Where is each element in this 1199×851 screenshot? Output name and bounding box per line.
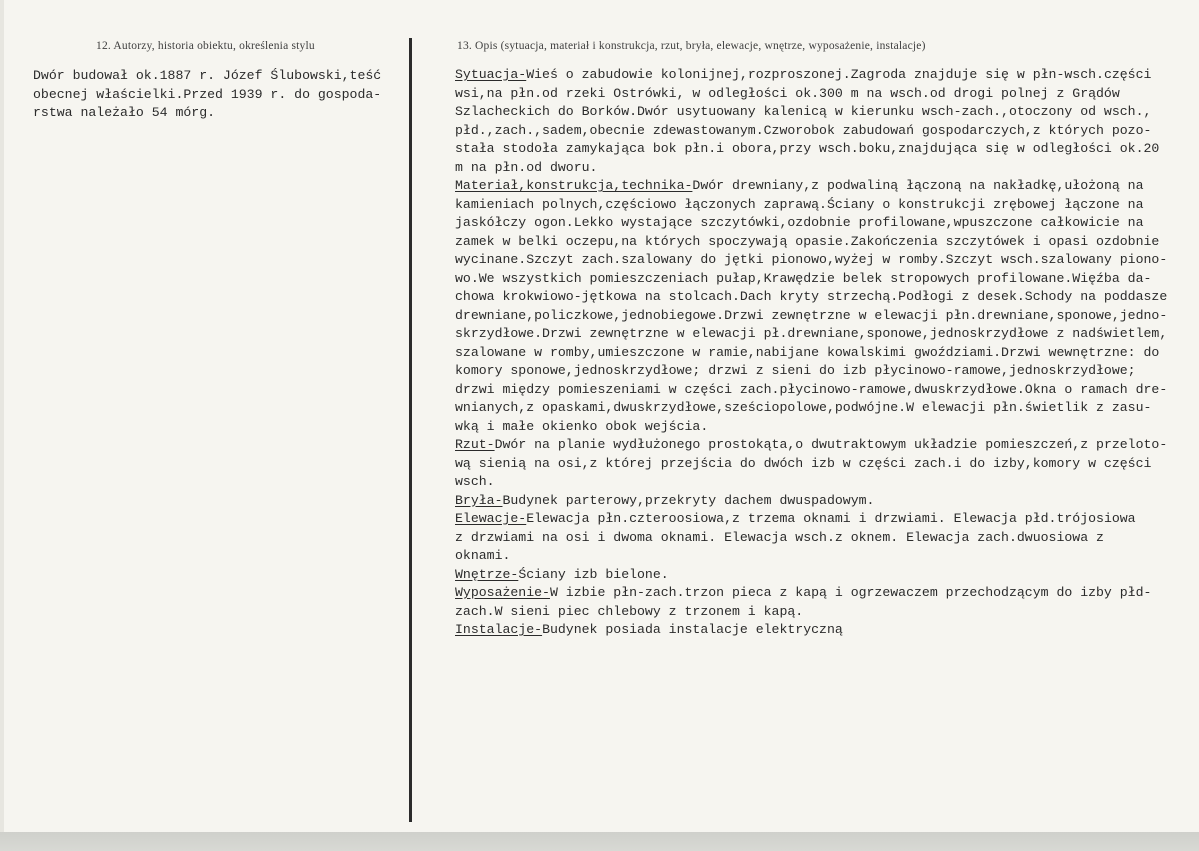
description-text — [455, 66, 1167, 640]
description-line — [455, 436, 1167, 455]
description-text-run: Dwór na planie wydłużonego prostokąta,o dwutraktowym układzie pomieszczeń,z przeloto- — [494, 437, 1168, 452]
section-label: Rzut- — [455, 437, 495, 452]
history-line: obecnej właścielki.Przed 1939 r. do gospoda- — [33, 86, 382, 102]
description-text-run: wsch. — [455, 474, 495, 489]
history-line: rstwa należało 54 mórg. — [33, 105, 216, 120]
description-line — [455, 307, 1167, 326]
section-label: Bryła- — [455, 492, 503, 508]
history-text — [33, 67, 381, 123]
description-text-run: zach.W sieni piec chlebowy z trzonem i kapą. — [455, 603, 804, 619]
scan-background — [0, 832, 1199, 851]
description-text-run: drzwi między pomieszeniami w części zach.płycinowo-ramowe,dwuskrzydłowe.Okna o ramach dre- — [455, 381, 1168, 397]
description-text-run: wsi,na płn.od rzeki Ostrówki, w odległości ok.300 m na wsch.od drogi polnej z Grądów — [455, 85, 1120, 101]
description-line — [455, 418, 1167, 437]
description-line — [455, 233, 1167, 252]
section-label: Materiał,konstrukcja,technika- — [455, 178, 693, 193]
description-text-run: skrzydłowe.Drzwi zewnętrzne w elewacji pł.drewniane,sponowe,jednoskrzydłowe z nadświetlem, — [455, 326, 1168, 341]
scan-edge — [0, 0, 4, 832]
description-text-run: wo.We wszystkich pomieszczeniach pułap,Krawędzie belek stropowych profilowane.Więźba da- — [455, 270, 1152, 286]
description-text-run: m na płn.od dworu. — [455, 159, 598, 175]
description-line — [455, 381, 1167, 400]
description-text-run: wką i małe okienko obok wejścia. — [455, 418, 709, 434]
description-line — [455, 177, 1167, 196]
description-line — [455, 214, 1167, 233]
description-line — [455, 344, 1167, 363]
description-line — [455, 566, 1167, 585]
description-line — [455, 66, 1167, 85]
description-text-run: Elewacja płn.czteroosiowa,z trzema oknami i drzwiami. Elewacja płd.trójosiowa — [526, 511, 1136, 526]
section-label: Wnętrze- — [455, 566, 519, 582]
description-line — [455, 529, 1167, 548]
description-text-run: stała stodoła zamykająca bok płn.i obora,przy wsch.boku,znajdująca się w odległości ok.20 — [455, 141, 1160, 156]
description-text-run: oknami. — [455, 548, 511, 563]
description-text-run: wycinane.Szczyt zach.szalowany do jętki pionowo,wyżej w romby.Szczyt wsch.szalowany piono- — [455, 252, 1168, 267]
description-text-run: Dwór drewniany,z podwaliną łączoną na nakładkę,ułożoną na — [692, 178, 1144, 193]
description-text-run: chowa krokwiowo-jętkowa na stolcach.Dach kryty strzechą.Podłogi z desek.Schody na poddasze — [455, 289, 1168, 304]
description-line — [455, 85, 1167, 104]
section-12-heading: 12. Autorzy, historia obiektu, określenia stylu — [96, 40, 315, 52]
description-line — [455, 584, 1167, 603]
section-label: Elewacje- — [455, 511, 527, 526]
description-line — [455, 140, 1167, 159]
description-line — [455, 492, 1167, 511]
description-line — [455, 196, 1167, 215]
description-line — [455, 621, 1167, 640]
description-line — [455, 325, 1167, 344]
description-line — [455, 455, 1167, 474]
description-text-run: kamieniach polnych,częściowo łączonych zaprawą.Ściany o konstrukcji zrębowej łączone na — [455, 196, 1144, 212]
description-line — [455, 270, 1167, 289]
section-label: Sytuacja- — [455, 67, 527, 82]
description-line — [455, 159, 1167, 178]
description-text-run: Budynek parterowy,przekryty dachem dwuspadowym. — [502, 492, 875, 508]
description-text-run: szalowane w romby,umieszczone w ramie,nabijane kowalskimi gwoździami.Drzwi wewnętrzne: do — [455, 344, 1160, 360]
description-line — [455, 399, 1167, 418]
description-line — [455, 510, 1167, 529]
description-line — [455, 547, 1167, 566]
section-label: Instalacje- — [455, 622, 543, 637]
description-text-run: Ściany izb bielone. — [518, 566, 669, 582]
description-text-run: Budynek posiada instalacje elektryczną — [542, 622, 843, 637]
description-line — [455, 122, 1167, 141]
description-text-run: wnianych,z opaskami,dwuskrzydłowe,sześciopolowe,podwójne.W elewacji płn.świetlik z zasu- — [455, 400, 1152, 415]
description-text-run: Wieś o zabudowie kolonijnej,rozproszonej.Zagroda znajduje się w płn-wsch.części — [526, 67, 1152, 82]
description-line — [455, 251, 1167, 270]
description-line — [455, 288, 1167, 307]
description-text-run: wą sienią na osi,z której przejścia do dwóch izb w części zach.i do izby,komory w części — [455, 455, 1152, 471]
description-text-run: W izbie płn-zach.trzon pieca z kapą i ogrzewaczem przechodzącym do izby płd- — [549, 585, 1152, 600]
column-divider — [409, 38, 412, 822]
description-text-run: Szlacheckich do Borków.Dwór usytuowany kalenicą w kierunku wsch-zach.,otoczony od wsch., — [455, 104, 1152, 119]
description-text-run: komory sponowe,jednoskrzydłowe; drzwi z sieni do izb płycinowo-ramowe,jednoskrzydłowe; — [455, 363, 1136, 378]
description-text-run: zamek w belki oczepu,na których spoczywają opasie.Zakończenia szczytówek i opasi ozdobnie — [455, 233, 1160, 249]
description-line — [455, 103, 1167, 122]
section-label: Wyposażenie- — [455, 585, 550, 600]
description-line — [455, 603, 1167, 622]
description-line — [455, 362, 1167, 381]
description-line — [455, 473, 1167, 492]
section-13-heading: 13. Opis (sytuacja, materiał i konstrukcja, rzut, bryła, elewacje, wnętrze, wyposażenie, instalacje) — [457, 40, 926, 52]
description-text-run: z drzwiami na osi i dwoma oknami. Elewacja wsch.z oknem. Elewacja zach.dwuosiowa z — [455, 529, 1104, 545]
description-text-run: płd.,zach.,sadem,obecnie zdewastowanym.Czworobok zabudowań gospodarczych,z których pozo- — [455, 122, 1152, 138]
history-line: Dwór budował ok.1887 r. Józef Ślubowski,teść — [33, 68, 382, 83]
description-text-run: jaskółczy ogon.Lekko wystające szczytówki,ozdobnie profilowane,wpuszczone całkowicie na — [455, 215, 1144, 230]
description-text-run: drewniane,policzkowe,jednobiegowe.Drzwi zewnętrzne w elewacji płn.drewniane,sponowe,jedno- — [455, 307, 1168, 323]
